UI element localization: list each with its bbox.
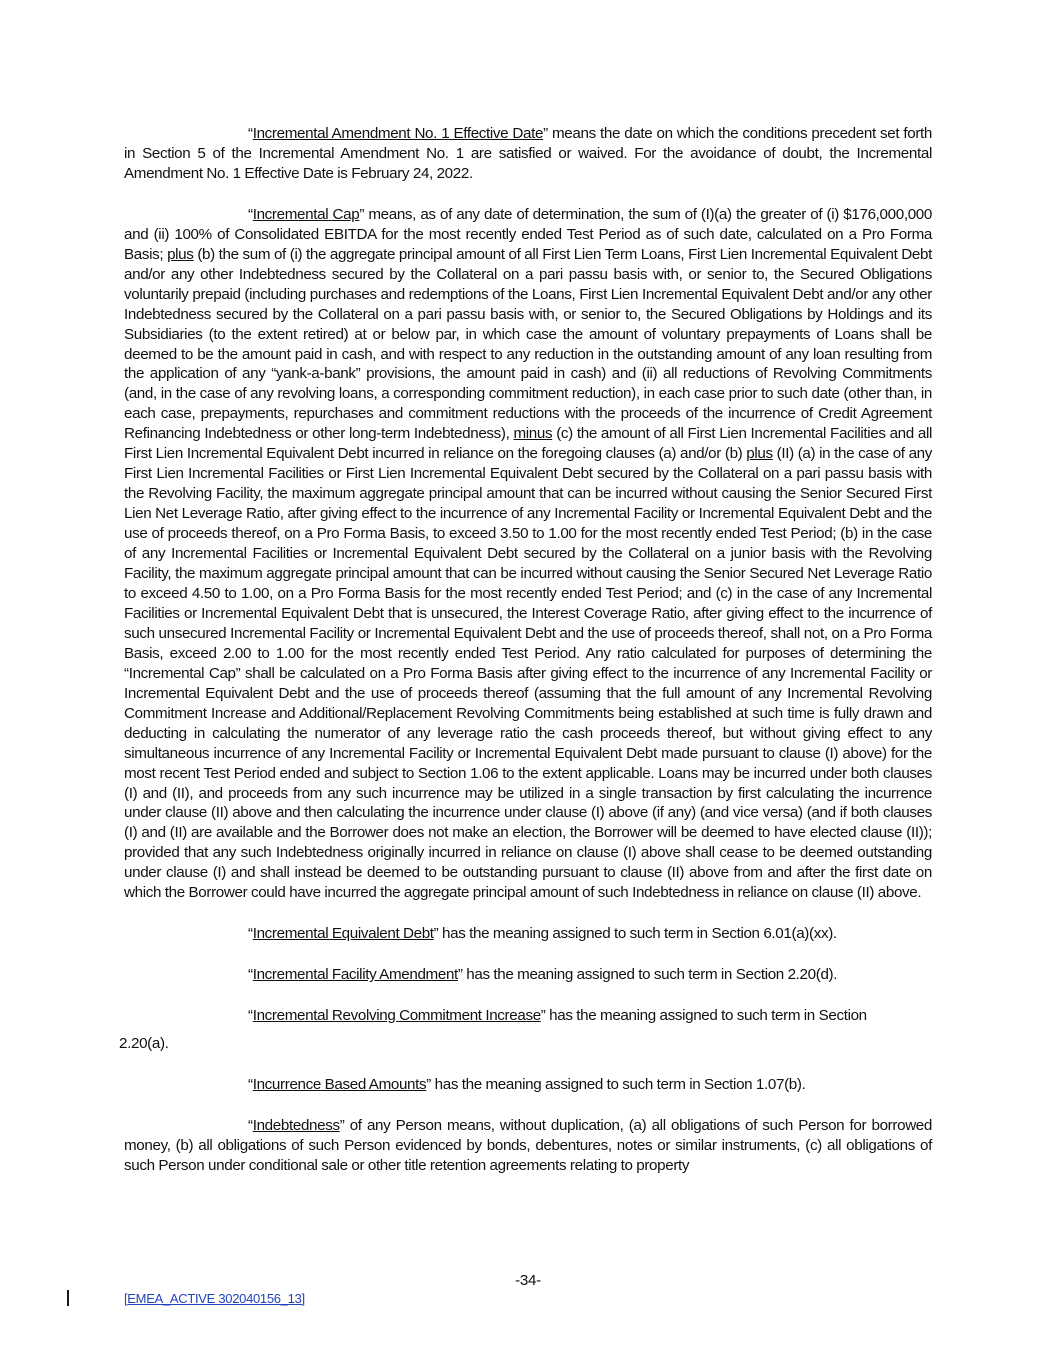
definition-incremental-facility-amendment <box>124 965 932 985</box>
definition-text: ” has the meaning assigned to such term in Section <box>540 1007 867 1025</box>
open-quote: “ <box>248 966 253 984</box>
section-reference-continuation: 2.20(a). <box>119 1035 169 1053</box>
defined-term: Incremental Facility Amendment <box>252 966 458 984</box>
page-number: -34- <box>515 1272 541 1289</box>
definition-incremental-equivalent-debt <box>124 924 932 944</box>
document-reference-link[interactable]: [EMEA_ACTIVE 302040156_13] <box>124 1291 305 1306</box>
open-quote: “ <box>248 125 253 142</box>
defined-term: Incremental Equivalent Debt <box>252 925 434 943</box>
definition-text: (II) (a) in the case of any First Lien Incremental Facilities or First Lien Incremental Equivalent Debt secured by the Collateral on a pari passu basis with the Revolving Facility, the maximum aggregate principal amount that can be incurred without causing the Senior Secured First Lien Net Leverage Ratio, after giving effect to the incurrence of any Incremental Facility or Incremental Equivalent Debt and the use of proceeds thereof, on a Pro Forma Basis, to exceed 3.50 to 1.00 for the most recently ended Test Period; (b) in the case of any Incremental Facilities or Incremental Equivalent Debt secured by the Collateral on a junior basis with the Revolving Facility, the maximum aggregate principal amount that can be incurred without causing the Senior Secured Net Leverage Ratio to exceed 4.50 to 1.00, on a Pro Forma Basis for the most recently ended Test Period; and (c) in the case of any Incremental Facilities or Incremental Equivalent Debt that is unsecured, the Interest Coverage Ratio, after giving effect to the incurrence of such unsecured Incremental Facility or Incremental Equivalent Debt and the use of proceeds thereof, shall not, on a Pro Forma Basis, exceed 2.00 to 1.00 for the most recently ended Test Period. Any ratio calculated for purposes of determining the “Incremental Cap” shall be calculated on a Pro Forma Basis after giving effect to the incurrence of any Incremental Facility or Incremental Equivalent Debt and the use of proceeds thereof (assuming that the full amount of any Incremental Revolving Commitment Increase and Additional/Replacement Revolving Commitments being established at such time is fully drawn and deducting in calculating the numerator of any leverage ratio the cash proceeds thereof, but without giving effect to any simultaneous incurrence of any Incremental Facility or Incremental Equivalent Debt made pursuant to clause (I) above) for the most recent Test Period ended and subject to Section 1.06 to the extent applicable. Loans may be incurred under both clauses (I) and (II), and proceeds from any such incurrence may be utilized in a single transaction by first calculating the incurrence under clause (II) above and then calculating the incurrence under clause (I) above (if any) (and vice versa) (and if both clauses (I) and (II) are available and the Borrower does not make an election, the Borrower will be deemed to have elected clause (II)); provided that any such Indebtedness originally incurred in reliance on clause (I) above shall cease to be deemed outstanding under clause (I) and shall instead be deemed to be outstanding pursuant to clause (II) above from and after the first date on which the Borrower could have incurred the aggregate principal amount of such Indebtedness in reliance on clause (II) above. <box>124 445 933 902</box>
document-body <box>119 124 933 1197</box>
definition-text: ” has the meaning assigned to such term in Section 2.20(d). <box>457 966 838 984</box>
revision-change-bar <box>67 1290 69 1306</box>
defined-term: Incurrence Based Amounts <box>252 1076 427 1094</box>
open-quote: “ <box>248 1117 253 1135</box>
minus-operator: minus <box>513 425 553 443</box>
definition-incremental-amendment-effective-date <box>124 124 932 184</box>
definition-text: ” means, as of any date of determination, the sum of (I)(a) the greater of (i) $176,000,000 and (ii) 100% of Consolidated EBITDA for the most recently ended Test Period as of such date, calculated on a Pro Forma Basis; <box>124 205 932 263</box>
open-quote: “ <box>248 205 253 223</box>
definition-text: ” has the meaning assigned to such term in Section 6.01(a)(xx). <box>433 925 837 943</box>
defined-term: Incremental Amendment No. 1 Effective Date <box>252 125 544 142</box>
definition-text: ” of any Person means, without duplication, (a) all obligations of such Person for borrowed money, (b) all obligations of such Person evidenced by bonds, debentures, notes or similar instruments, (c) all obligations of such Person under conditional sale or other title retention agreements relating to property <box>124 1117 932 1174</box>
definition-incremental-revolving-commitment-increase <box>124 1006 932 1026</box>
open-quote: “ <box>248 1076 253 1094</box>
definition-text: ” means the date on which the conditions precedent set forth in Section 5 of the Incremental Amendment No. 1 are satisfied or waived. For the avoidance of doubt, the Incremental Amendment No. 1 Effective Date is February 24, 2022. <box>124 125 932 182</box>
open-quote: “ <box>248 925 253 943</box>
plus-operator: plus <box>746 445 773 463</box>
defined-term: Incremental Cap <box>252 205 360 223</box>
definition-indebtedness <box>124 1116 932 1176</box>
definition-text: ” has the meaning assigned to such term in Section 1.07(b). <box>426 1076 806 1094</box>
definition-text: (c) the amount of all First Lien Incremental Facilities and all First Lien Incremental Equivalent Debt incurred in reliance on the foregoing clauses (a) and/or (b) <box>124 425 932 463</box>
defined-term: Incremental Revolving Commitment Increase <box>252 1007 541 1025</box>
open-quote: “ <box>248 1007 253 1025</box>
plus-operator: plus <box>167 245 194 263</box>
definition-incurrence-based-amounts <box>124 1075 932 1095</box>
defined-term: Indebtedness <box>252 1117 340 1135</box>
definition-incremental-cap <box>124 205 932 903</box>
definition-text: (b) the sum of (i) the aggregate principal amount of all First Lien Term Loans, First Lien Incremental Equivalent Debt and/or any other Indebtedness secured by the Collateral on a pari passu basis with, or senior to, the Secured Obligations voluntarily prepaid (including purchases and redemptions of the Loans, First Lien Incremental Equivalent Debt and/or any other Indebtedness secured by the Collateral on a pari passu basis with, or senior to, the Secured Obligations by Holdings and its Subsidiaries (to the extent retired) at or below par, in which case the amount of voluntary prepayments of Loans shall be deemed to be the amount paid in cash, and with respect to any reduction in the outstanding amount of any loan resulting from the application of any “yank-a-bank” provisions, the amount paid in cash) and (ii) all reductions of Revolving Commitments (and, in the case of any revolving loans, a corresponding commitment reduction), in each case prior to such date (other than, in each case, prepayments, repurchases and commitment reductions with the proceeds of the incurrence of Credit Agreement Refinancing Indebtedness or other long-term Indebtedness), <box>124 245 932 443</box>
